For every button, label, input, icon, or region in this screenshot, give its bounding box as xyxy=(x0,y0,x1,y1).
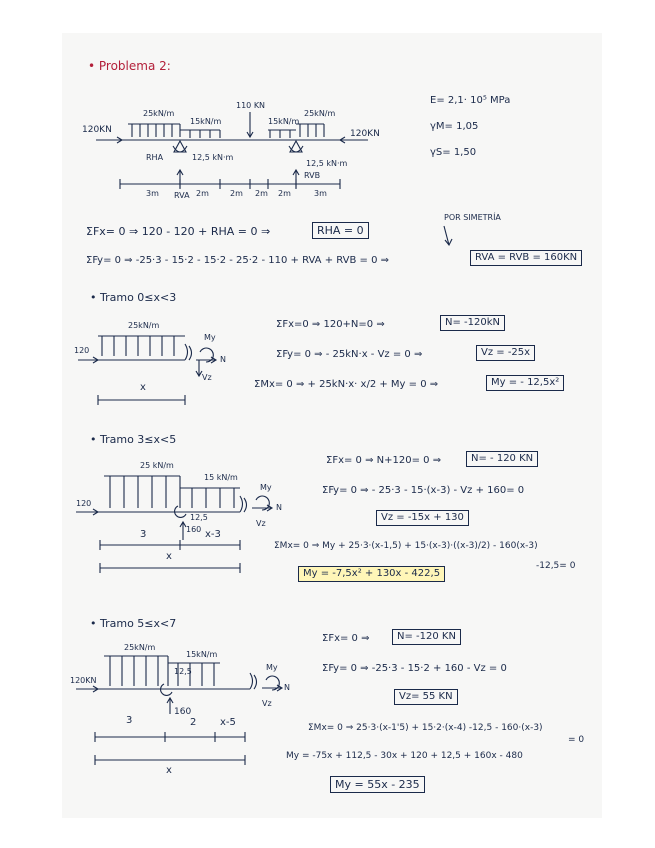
tramo2-load2: 15 kN/m xyxy=(204,473,238,482)
beam-dim-6: 3m xyxy=(314,189,327,198)
beam-dim-2: 2m xyxy=(196,189,209,198)
tramo1-heading: • Tramo 0≤x<3 xyxy=(90,291,177,304)
tramo3-reaction: 160 xyxy=(174,707,192,717)
beam-dim-3: 2m xyxy=(230,189,243,198)
tramo2-my: My xyxy=(260,483,272,492)
tramo2-n: N xyxy=(276,503,282,512)
tramo1-eq-fx: ΣFx=0 ⇒ 120+N=0 ⇒ xyxy=(276,319,385,330)
tramo1-diagram xyxy=(78,333,216,405)
problem-title: • Problema 2: xyxy=(88,59,171,73)
elastic-modulus: E= 2,1· 10⁵ MPa xyxy=(430,95,511,106)
tramo3-x: x xyxy=(166,765,172,776)
beam-load-right: 120KN xyxy=(350,129,380,139)
tramo2-eq-mx-tail: -12,5= 0 xyxy=(536,561,576,571)
result-rha: RHA = 0 xyxy=(312,222,369,239)
tramo2-res-mx: My = -7,5x² + 130x - 422,5 xyxy=(298,566,445,582)
tramo2-dim3: 3 xyxy=(140,529,147,540)
tramo1-axial: 120 xyxy=(74,346,90,355)
tramo3-eq-fy: ΣFy= 0 ⇒ -25·3 - 15·2 + 160 - Vz = 0 xyxy=(322,663,507,674)
tramo1-res-mx: My = - 12,5x² xyxy=(486,375,564,391)
tramo2-heading: • Tramo 3≤x<5 xyxy=(90,433,177,446)
beam-udl4: 25kN/m xyxy=(304,109,336,118)
tramo2-eq-fy: ΣFy= 0 ⇒ - 25·3 - 15·(x-3) - Vz + 160= 0 xyxy=(322,485,525,496)
tramo1-eq-mx: ΣMx= 0 ⇒ + 25kN·x· x/2 + My = 0 ⇒ xyxy=(254,379,439,390)
beam-point-load: 110 KN xyxy=(236,101,266,110)
gamma-s: γS= 1,50 xyxy=(430,147,477,158)
tramo3-eq-mx-tail: = 0 xyxy=(568,735,585,745)
tramo3-vz: Vz xyxy=(262,699,272,708)
beam-load-left: 120KN xyxy=(82,125,112,135)
symmetry-note: POR SIMETRÍA xyxy=(444,213,501,222)
tramo2-res-fx: N= - 120 KN xyxy=(466,451,538,467)
beam-udl2: 15kN/m xyxy=(190,117,222,126)
tramo2-load1: 25 kN/m xyxy=(140,461,174,470)
tramo3-res-fy: Vz= 55 KN xyxy=(394,689,458,705)
tramo3-heading: • Tramo 5≤x<7 xyxy=(90,617,177,630)
beam-rha: RHA xyxy=(146,153,164,162)
tramo2-reaction: 160 xyxy=(186,525,202,534)
tramo3-res-mx: My = 55x - 235 xyxy=(330,776,425,793)
tramo2-diagram xyxy=(76,473,272,573)
tramo3-load2: 15kN/m xyxy=(186,650,218,659)
tramo2-x: x xyxy=(166,551,172,562)
tramo2-vz: Vz xyxy=(256,519,266,528)
beam-udl1: 25kN/m xyxy=(143,109,175,118)
result-rva-rvb: RVA = RVB = 160KN xyxy=(470,250,582,266)
tramo2-res-fy: Vz = -15x + 130 xyxy=(376,510,469,526)
tramo2-moment: 12,5 xyxy=(190,513,208,522)
beam-moment-b: 12,5 kN·m xyxy=(306,159,348,168)
tramo3-moment: 12,5 xyxy=(174,667,192,676)
tramo3-dim2: 2 xyxy=(190,717,197,728)
beam-dim-1: 3m xyxy=(146,189,159,198)
gamma-m: γM= 1,05 xyxy=(430,121,479,132)
beam-rva: RVA xyxy=(174,191,190,200)
beam-udl3: 15kN/m xyxy=(268,117,300,126)
tramo3-axial: 120KN xyxy=(70,676,97,685)
tramo1-res-fy: Vz = -25x xyxy=(476,345,535,361)
eq-sum-fx: ΣFx= 0 ⇒ 120 - 120 + RHA = 0 ⇒ xyxy=(86,225,271,238)
tramo3-eq-fx: ΣFx= 0 ⇒ xyxy=(322,633,370,644)
tramo3-load1: 25kN/m xyxy=(124,643,156,652)
beam-dim-5: 2m xyxy=(278,189,291,198)
tramo2-x3: x-3 xyxy=(205,529,221,540)
tramo3-eq-mx: ΣMx= 0 ⇒ 25·3·(x-1'5) + 15·2·(x-4) -12,5 - 160·(x-3) xyxy=(308,723,543,733)
tramo3-my: My xyxy=(266,663,278,672)
eq-sum-fy: ΣFy= 0 ⇒ -25·3 - 15·2 - 15·2 - 25·2 - 110 + RVA + RVB = 0 ⇒ xyxy=(86,255,390,266)
tramo3-dim3: 3 xyxy=(126,715,133,726)
beam-rvb: RVB xyxy=(304,171,321,180)
tramo2-eq-mx: ΣMx= 0 ⇒ My + 25·3·(x-1,5) + 15·(x-3)·((x-3)/2) - 160(x-3) xyxy=(274,541,538,551)
tramo2-axial: 120 xyxy=(76,499,92,508)
tramo1-n: N xyxy=(220,355,226,364)
tramo3-n: N xyxy=(284,683,290,692)
beam-moment-a: 12,5 kN·m xyxy=(192,153,234,162)
tramo3-eq-expand: My = -75x + 112,5 - 30x + 120 + 12,5 + 160x - 480 xyxy=(286,751,523,761)
tramo1-vz: Vz xyxy=(202,373,212,382)
tramo1-eq-fy: ΣFy= 0 ⇒ - 25kN·x - Vz = 0 ⇒ xyxy=(276,349,423,360)
tramo2-eq-fx: ΣFx= 0 ⇒ N+120= 0 ⇒ xyxy=(326,455,442,466)
tramo3-dimx5: x-5 xyxy=(220,717,236,728)
beam-dim-4: 2m xyxy=(255,189,268,198)
tramo1-load: 25kN/m xyxy=(128,321,160,330)
tramo3-res-fx: N= -120 KN xyxy=(392,629,461,645)
tramo1-my: My xyxy=(204,333,216,342)
tramo1-x: x xyxy=(140,382,146,393)
main-beam-diagram xyxy=(96,109,368,189)
tramo1-res-fx: N= -120kN xyxy=(440,315,505,331)
